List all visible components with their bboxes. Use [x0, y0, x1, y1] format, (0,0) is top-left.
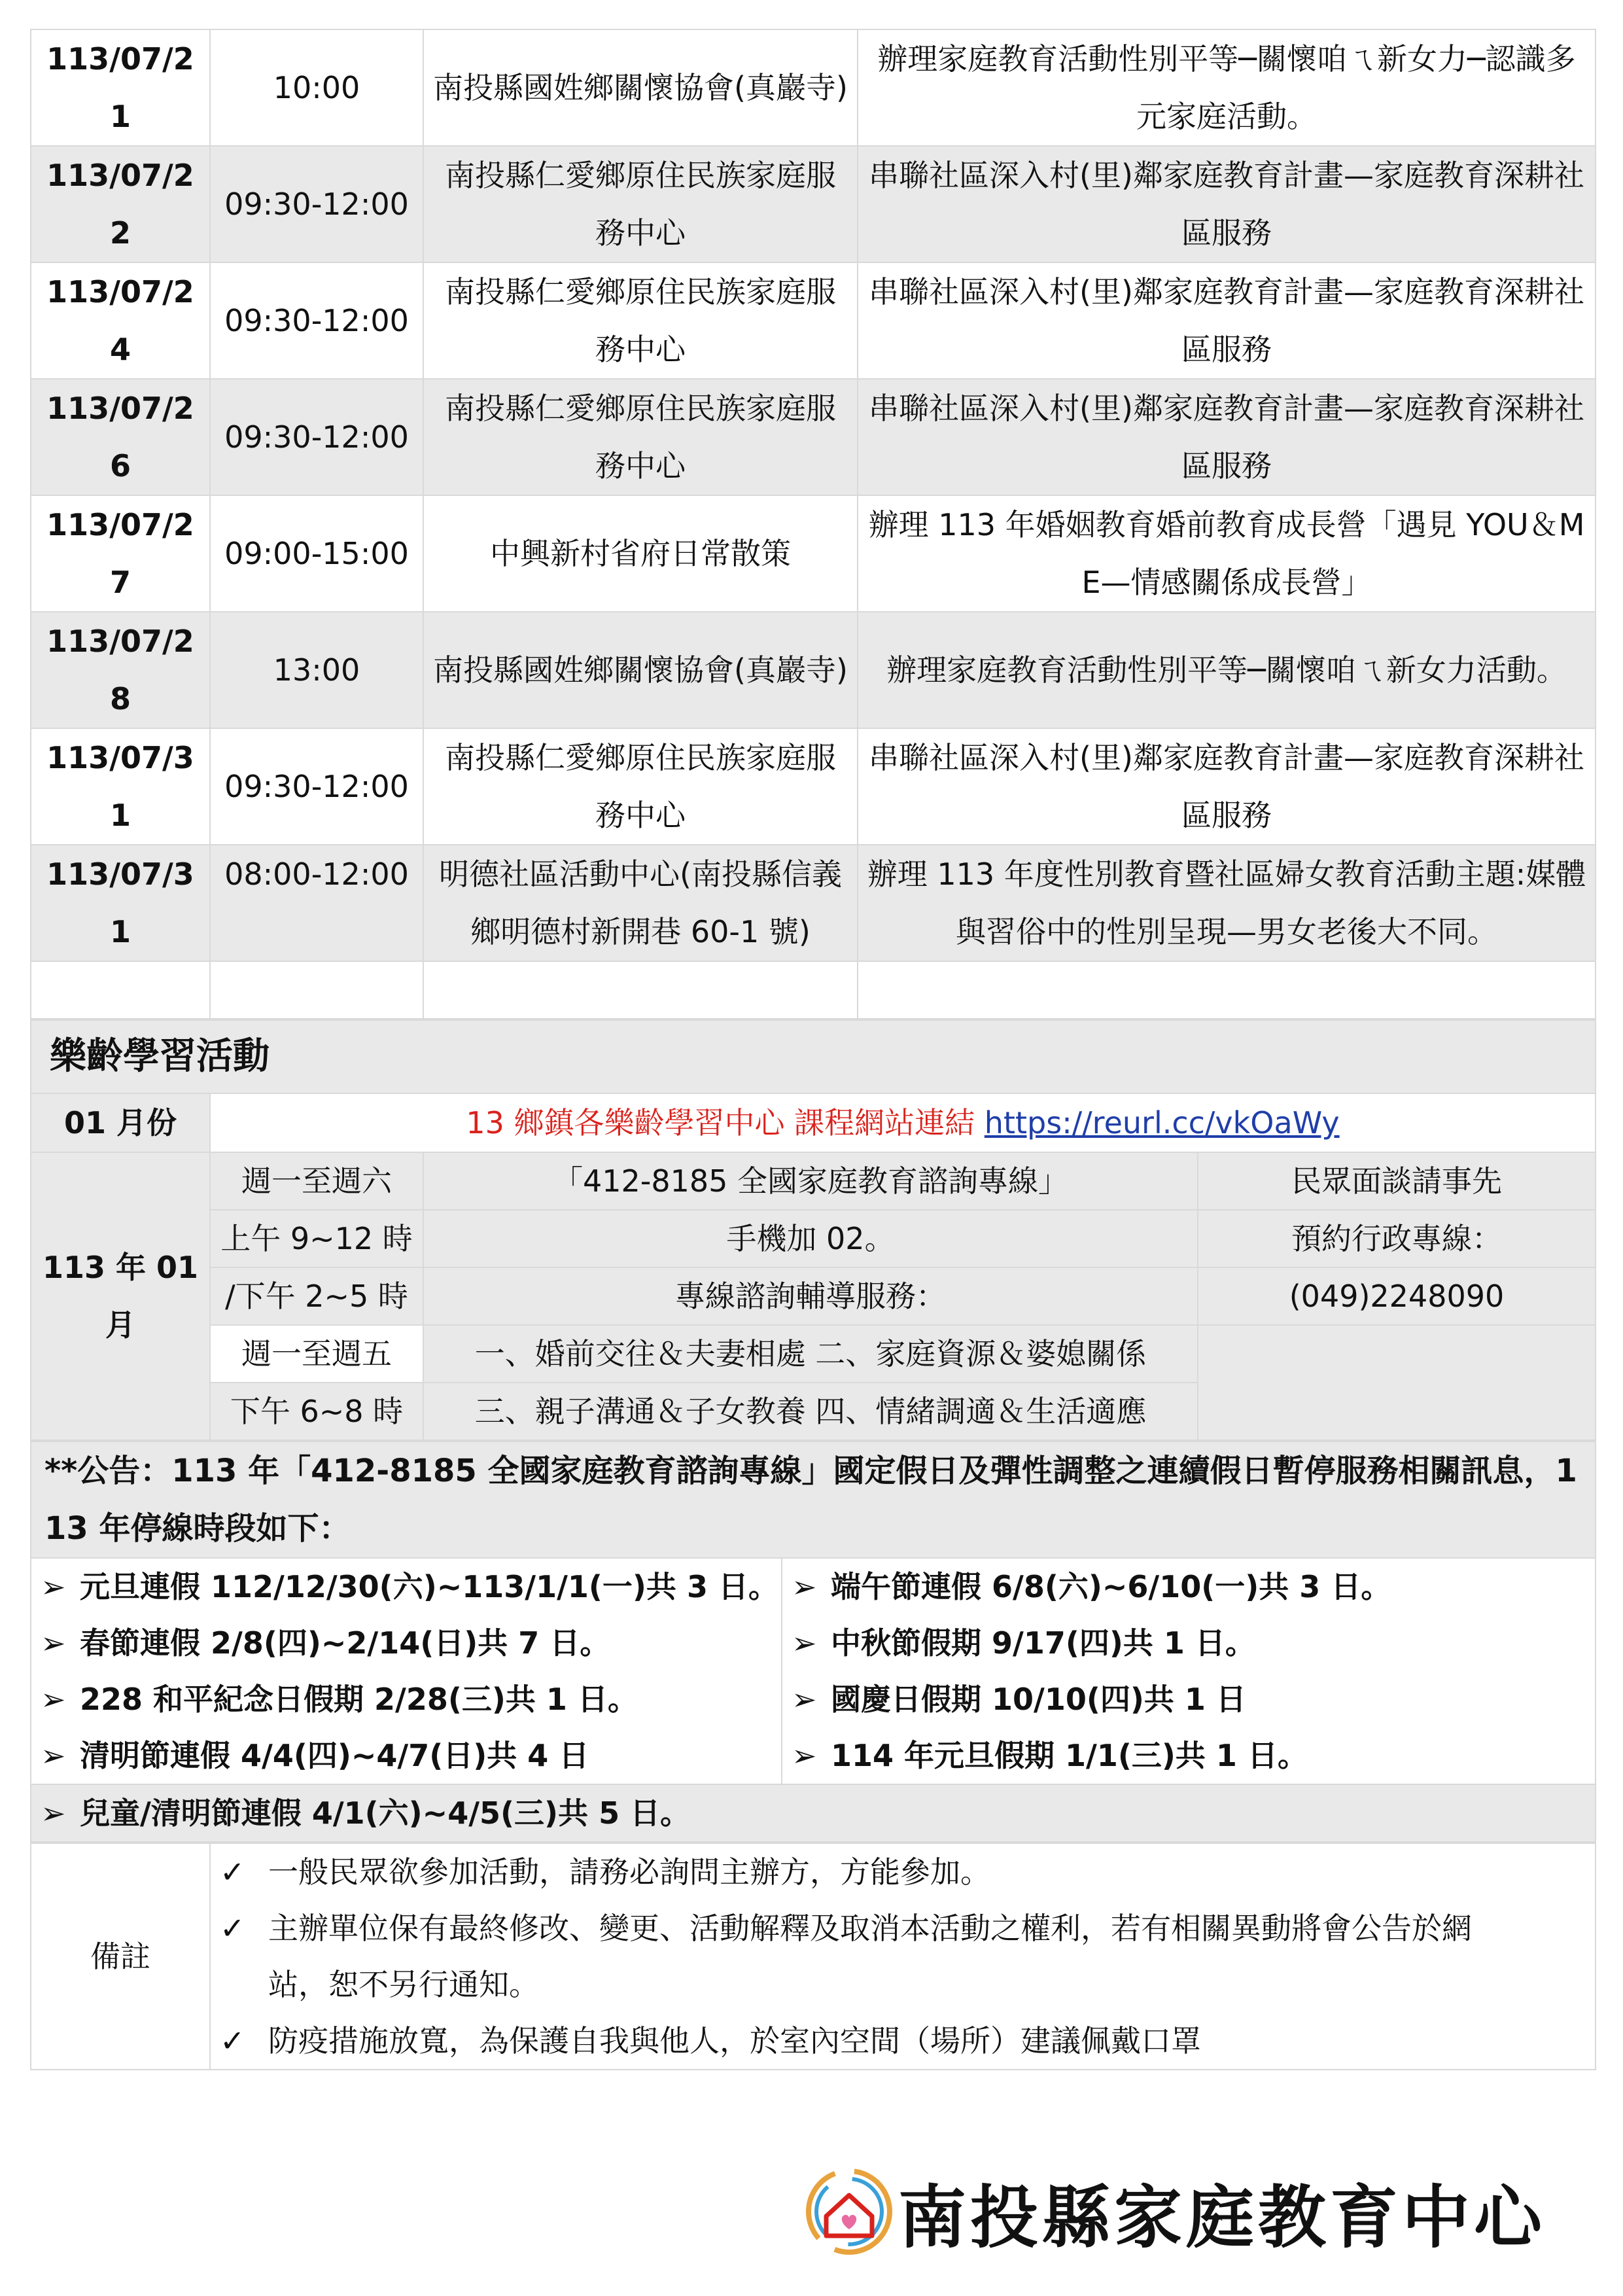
senior-section-header [31, 1020, 1596, 1093]
arrow-icon: ➢ [41, 1738, 66, 1773]
check-icon: ✓ [220, 1854, 245, 1890]
remark-item: ✓ 主辦單位保有最終修改、變更、活動解釋及取消本活動之權利，若有相關異動將會公告於網 [220, 1900, 1586, 1956]
schedule-activity: 串聯社區深入村(里)鄰家庭教育計畫—家庭教育深耕社區服務 [858, 262, 1596, 379]
holiday-item: ➢ 春節連假 2/8(四)~2/14(日)共 7 日。 [41, 1615, 772, 1671]
schedule-row [31, 612, 1596, 728]
schedule-date: 113/07/21 [31, 29, 210, 146]
schedule-date: 113/07/27 [31, 495, 210, 612]
schedule-date: 113/07/28 [31, 612, 210, 728]
schedule-row [31, 262, 1596, 379]
hotline-row-1 [31, 1152, 1596, 1210]
hotline-hours-1b: /下午 2~5 時 [210, 1267, 423, 1325]
holiday-extra-row [31, 1784, 1596, 1842]
senior-link-cell [210, 1093, 1596, 1152]
hotline-line-2: 手機加 02。 [423, 1210, 1198, 1267]
remark-item: ✓ 防疫措施放寬，為保護自我與他人，於室內空間（場所）建議佩戴口罩 [220, 2013, 1586, 2069]
senior-course-link[interactable]: https://reurl.cc/vkOaWy [984, 1105, 1340, 1140]
schedule-time: 09:30-12:00 [210, 146, 423, 262]
schedule-activity: 串聯社區深入村(里)鄰家庭教育計畫—家庭教育深耕社區服務 [858, 146, 1596, 262]
holiday-item: ➢ 228 和平紀念日假期 2/28(三)共 1 日。 [41, 1671, 772, 1727]
hotline-hours-1a: 上午 9~12 時 [210, 1210, 423, 1267]
hotline-hours-2: 下午 6~8 時 [210, 1383, 423, 1440]
schedule-table [30, 29, 1596, 1019]
schedule-row [31, 379, 1596, 495]
remarks-label: 備註 [31, 1843, 210, 2070]
schedule-place: 南投縣仁愛鄉原住民族家庭服務中心 [423, 728, 858, 845]
schedule-place: 南投縣仁愛鄉原住民族家庭服務中心 [423, 379, 858, 495]
holiday-row [31, 1558, 1596, 1784]
arrow-icon: ➢ [41, 1682, 66, 1717]
holiday-item: ➢ 114 年元旦假期 1/1(三)共 1 日。 [792, 1727, 1586, 1784]
schedule-activity: 串聯社區深入村(里)鄰家庭教育計畫—家庭教育深耕社區服務 [858, 728, 1596, 845]
remarks-list [210, 1843, 1596, 2070]
senior-centers-text: 13 鄉鎮各樂齡學習中心 課程網站連結 [466, 1105, 985, 1140]
schedule-activity: 辦理家庭教育活動性別平等─關懷咱ㄟ新女力活動。 [858, 612, 1596, 728]
hotline-row-3 [31, 1267, 1596, 1325]
arrow-icon: ➢ [41, 1569, 66, 1604]
holiday-extra: 兒童/清明節連假 4/1(六)~4/5(三)共 5 日。 [80, 1795, 691, 1831]
hotline-row-4 [31, 1325, 1596, 1383]
holiday-list-right [782, 1558, 1596, 1784]
schedule-activity: 辦理家庭教育活動性別平等─關懷咱ㄟ新女力─認識多元家庭活動。 [858, 29, 1596, 146]
contact-line-2: 預約行政專線： [1198, 1210, 1596, 1267]
notice-text: **公告：113 年「412-8185 全國家庭教育諮詢專線」國定假日及彈性調整之連續假日暫停服務相關訊息，113 年停線時段如下： [31, 1441, 1596, 1558]
remark-item: ✓ 一般民眾欲參加活動，請務必詢問主辦方，方能參加。 [220, 1844, 1586, 1900]
schedule-activity: 辦理 113 年度性別教育暨社區婦女教育活動主題:媒體與習俗中的性別呈現—男女老後大不同。 [858, 845, 1596, 961]
check-icon: ✓ [220, 2023, 245, 2058]
schedule-date: 113/07/24 [31, 262, 210, 379]
remarks-table [30, 1843, 1596, 2070]
senior-month: 01 月份 [31, 1093, 210, 1152]
hotline-days-2: 週一至週五 [210, 1325, 423, 1383]
schedule-place: 中興新村省府日常散策 [423, 495, 858, 612]
center-name: 南投縣家庭教育中心 [898, 2177, 1546, 2257]
senior-table [30, 1019, 1596, 1441]
hotline-row-2 [31, 1210, 1596, 1267]
schedule-time: 09:30-12:00 [210, 379, 423, 495]
contact-phone: (049)2248090 [1198, 1267, 1596, 1325]
check-icon: ✓ [220, 1911, 245, 1946]
house-heart-logo-icon [800, 2163, 898, 2261]
schedule-row [31, 495, 1596, 612]
arrow-icon: ➢ [792, 1738, 817, 1773]
hotline-line-1: 「412-8185 全國家庭教育諮詢專線」 [423, 1152, 1198, 1210]
hotline-line-4: 一、婚前交往＆夫妻相處 二、家庭資源＆婆媳關係 [423, 1325, 1198, 1383]
schedule-time: 09:30-12:00 [210, 262, 423, 379]
schedule-time: 09:30-12:00 [210, 728, 423, 845]
schedule-place: 南投縣仁愛鄉原住民族家庭服務中心 [423, 262, 858, 379]
schedule-date: 113/07/31 [31, 728, 210, 845]
schedule-time: 08:00-12:00 [210, 845, 423, 961]
remarks-row [31, 1843, 1596, 2070]
holiday-item: ➢ 清明節連假 4/4(四)~4/7(日)共 4 日 [41, 1727, 772, 1784]
hotline-month: 113 年 01 月 [31, 1152, 210, 1440]
contact-line-1: 民眾面談請事先 [1198, 1152, 1596, 1210]
hotline-line-3: 專線諮詢輔導服務： [423, 1267, 1198, 1325]
holiday-list-left [31, 1558, 782, 1784]
page [30, 29, 1595, 2070]
arrow-icon: ➢ [792, 1682, 817, 1717]
schedule-place: 南投縣仁愛鄉原住民族家庭服務中心 [423, 146, 858, 262]
schedule-date: 113/07/31 [31, 845, 210, 961]
schedule-row [31, 146, 1596, 262]
schedule-date: 113/07/22 [31, 146, 210, 262]
schedule-place: 南投縣國姓鄉關懷協會(真巖寺) [423, 29, 858, 146]
holiday-item: ➢ 中秋節假期 9/17(四)共 1 日。 [792, 1615, 1586, 1671]
arrow-icon: ➢ [41, 1625, 66, 1661]
empty-row [31, 961, 1596, 1019]
arrow-icon: ➢ [792, 1625, 817, 1661]
schedule-place: 明德社區活動中心(南投縣信義鄉明德村新開巷 60-1 號) [423, 845, 858, 961]
senior-row [31, 1093, 1596, 1152]
schedule-row [31, 728, 1596, 845]
holiday-item: ➢ 國慶日假期 10/10(四)共 1 日 [792, 1671, 1586, 1727]
schedule-time: 09:00-15:00 [210, 495, 423, 612]
holiday-item: ➢ 端午節連假 6/8(六)~6/10(一)共 3 日。 [792, 1559, 1586, 1615]
holiday-item: ➢ 元旦連假 112/12/30(六)~113/1/1(一)共 3 日。 [41, 1559, 772, 1615]
schedule-row [31, 29, 1596, 146]
notice-table [30, 1441, 1596, 1843]
arrow-icon: ➢ [41, 1795, 66, 1831]
arrow-icon: ➢ [792, 1569, 817, 1604]
hotline-days-1: 週一至週六 [210, 1152, 423, 1210]
senior-heading: 樂齡學習活動 [31, 1020, 1596, 1093]
schedule-time: 10:00 [210, 29, 423, 146]
schedule-activity: 辦理 113 年婚姻教育婚前教育成長營「遇見 YOU＆ME—情感關係成長營」 [858, 495, 1596, 612]
hotline-line-5: 三、親子溝通＆子女教養 四、情緒調適＆生活適應 [423, 1383, 1198, 1440]
schedule-date: 113/07/26 [31, 379, 210, 495]
notice-row [31, 1441, 1596, 1558]
remark-item-continued: 站，恕不另行通知。 [268, 1967, 539, 2002]
schedule-time: 13:00 [210, 612, 423, 728]
schedule-activity: 串聯社區深入村(里)鄰家庭教育計畫—家庭教育深耕社區服務 [858, 379, 1596, 495]
schedule-place: 南投縣國姓鄉關懷協會(真巖寺) [423, 612, 858, 728]
footer [800, 2159, 1546, 2264]
schedule-row [31, 845, 1596, 961]
